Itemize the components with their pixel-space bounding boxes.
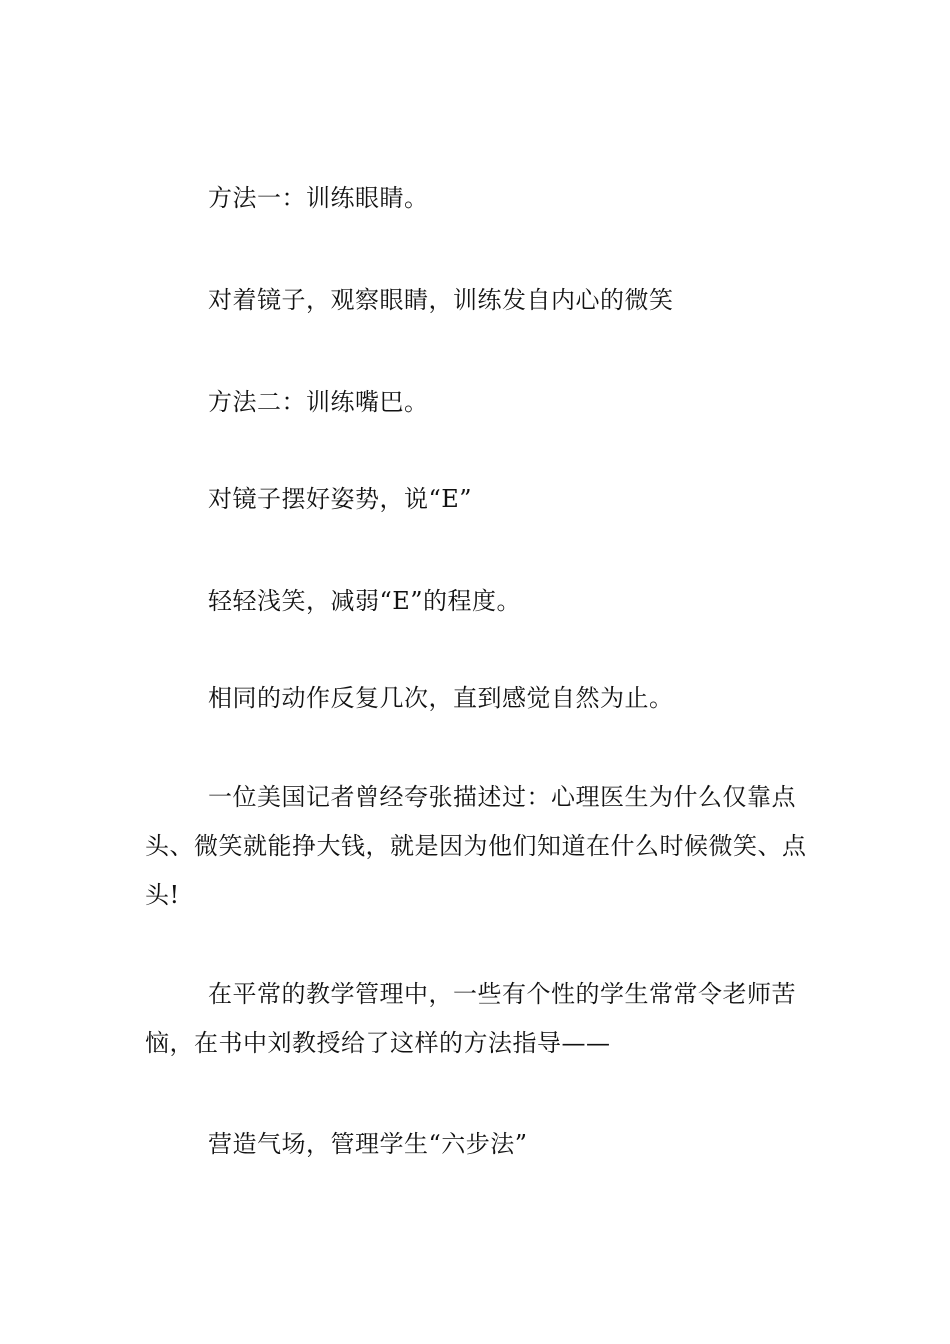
paragraph-teaching-management: 在平常的教学管理中，一些有个性的学生常常令老师苦恼，在书中刘教授给了这样的方法指导—— xyxy=(145,980,796,1057)
paragraph-six-steps: 营造气场，管理学生“六步法” xyxy=(208,1130,528,1158)
paragraph-reporter-quote: 一位美国记者曾经夸张描述过：心理医生为什么仅靠点头、微笑就能挣大钱，就是因为他们知道在什么时候微笑、点头! xyxy=(145,783,807,909)
paragraph-method-one: 方法一：训练眼睛。 xyxy=(208,184,429,212)
paragraph-method-two: 方法二：训练嘴巴。 xyxy=(208,388,429,416)
paragraph-repeat: 相同的动作反复几次，直到感觉自然为止。 xyxy=(208,684,674,712)
paragraph-light-smile: 轻轻浅笑，减弱“E”的程度。 xyxy=(208,587,522,615)
paragraph-say-e: 对镜子摆好姿势，说“E” xyxy=(208,485,473,513)
paragraph-eye-training: 对着镜子，观察眼睛，训练发自内心的微笑 xyxy=(208,286,674,314)
